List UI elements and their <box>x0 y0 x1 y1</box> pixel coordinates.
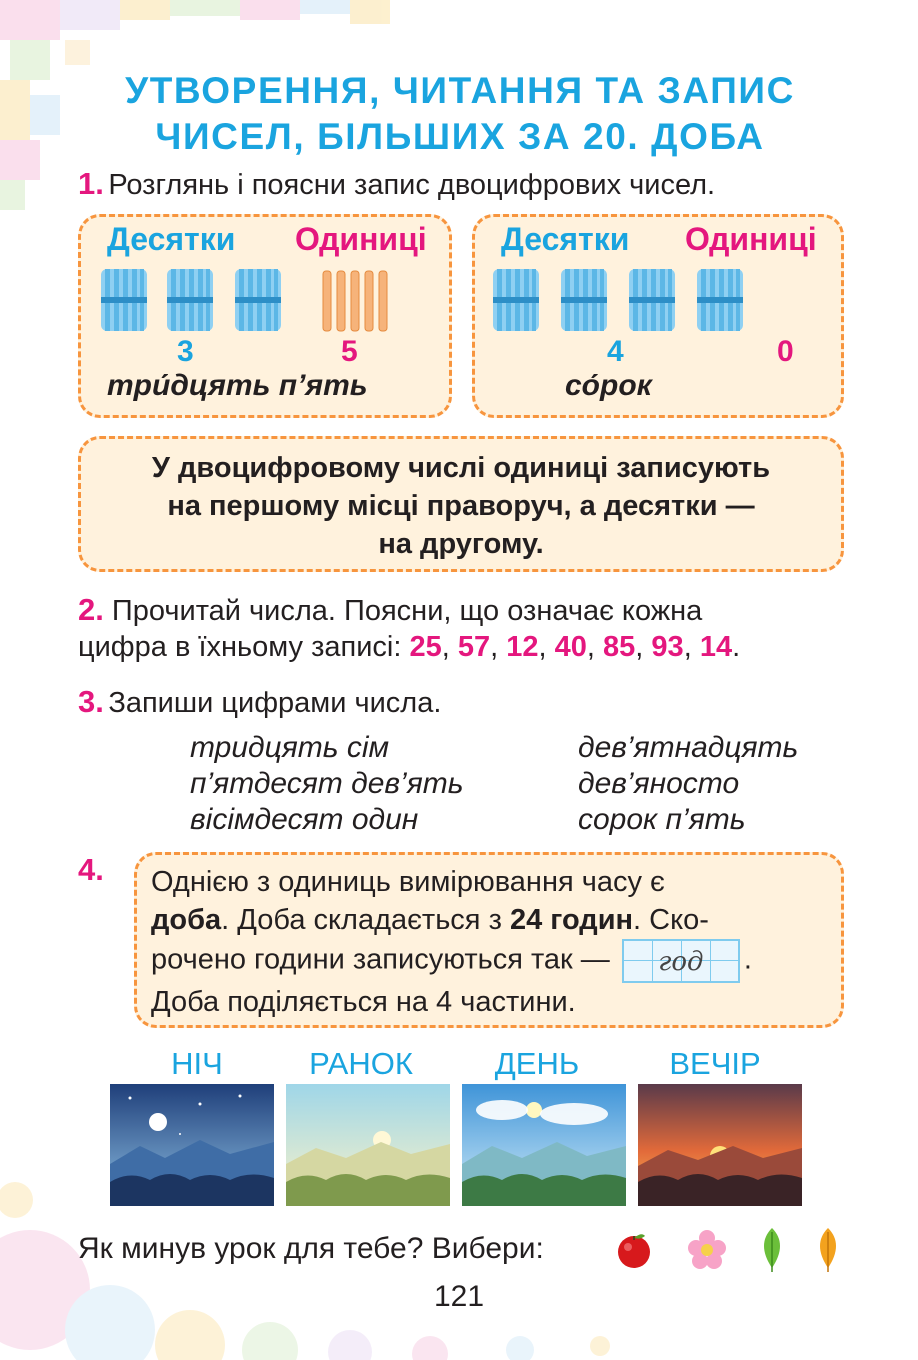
info-text: . Доба складається з <box>221 904 510 936</box>
flower-icon[interactable] <box>684 1228 730 1272</box>
label-evening: ВЕЧІР <box>669 1046 761 1081</box>
task-number: 3. <box>78 684 104 719</box>
rule-line-3: на другому. <box>378 528 544 560</box>
morning-scene-image <box>286 1084 450 1206</box>
ten-bundle-icon <box>167 269 213 331</box>
number-word: п’ятдесят дев’ять <box>190 767 464 800</box>
number-item: 14 <box>699 631 733 663</box>
number-item: 25 <box>409 631 442 663</box>
task-2: 2. Прочитай числа. Поясни, що означає кожна цифра в їхньому записі: 25, 57, 12, 40, 85, 93, 14. <box>78 592 741 663</box>
number-item: 85 <box>603 631 636 663</box>
label-night: НІЧ <box>171 1046 223 1081</box>
tens-label: Десятки <box>501 221 630 257</box>
task-text-line-1: Прочитай числа. Поясни, що означає кожна <box>111 595 703 627</box>
ten-bundle-icon <box>493 269 539 331</box>
number-word: тридцять сім <box>190 731 390 764</box>
task-text: Розглянь і поясни запис двоцифрових чисел. <box>108 169 716 201</box>
label-day: ДЕНЬ <box>494 1046 580 1081</box>
example-box-35 <box>78 214 452 418</box>
ones-digit: 0 <box>777 335 794 368</box>
bold-term: доба <box>151 904 222 936</box>
hours-abbreviation: год <box>658 947 704 977</box>
number-word: сорок п’ять <box>578 803 746 836</box>
info-text: рочено години записуються так — <box>151 943 610 976</box>
lesson-question: Як минув урок для тебе? Вибери: <box>78 1232 544 1265</box>
tens-digit: 3 <box>177 335 194 368</box>
number-item: 40 <box>554 631 587 663</box>
info-line-1: Однією з одиниць вимірювання часу є <box>151 866 665 898</box>
task-3-heading <box>78 684 441 721</box>
number-word: дев’ятнадцять <box>578 731 799 764</box>
info-text: . <box>743 943 752 976</box>
ten-bundle-icon <box>561 269 607 331</box>
hours-abbreviation-box <box>622 939 740 983</box>
rule-box <box>78 436 844 572</box>
number-word: три́дцять п’ять <box>107 369 368 402</box>
info-line-3 <box>151 939 827 983</box>
words-right-column <box>578 730 798 838</box>
night-scene-image <box>110 1084 274 1206</box>
rule-line-2: на першому місці праворуч, а десятки — <box>167 490 755 522</box>
task-number: 4. <box>78 852 104 887</box>
task-text-line-2: цифра в їхньому записі: <box>78 631 402 663</box>
green-leaf-icon[interactable] <box>756 1226 788 1274</box>
words-left-column <box>190 730 464 838</box>
ten-bundle-icon <box>235 269 281 331</box>
orange-leaf-icon[interactable] <box>812 1226 844 1274</box>
page-title <box>40 68 880 160</box>
bold-term: 24 годин <box>509 904 634 936</box>
number-item: 12 <box>506 631 539 663</box>
page-number: 121 <box>433 1280 485 1313</box>
rule-line-1: У двоцифровому числі одиниці записують <box>151 452 771 484</box>
task-1-heading <box>78 166 715 203</box>
task-number: 1. <box>78 166 104 201</box>
sticks-illustration <box>101 267 441 333</box>
info-box <box>134 852 844 1028</box>
number-item: 93 <box>651 631 684 663</box>
info-line-2 <box>151 901 827 939</box>
single-sticks-icon <box>323 271 387 331</box>
number-word: вісімдесят один <box>190 803 419 836</box>
number-item: 57 <box>457 631 491 663</box>
ones-label: Одиниці <box>295 221 427 257</box>
task-text: Запиши цифрами числа. <box>108 687 442 719</box>
title-line-1: УТВОРЕННЯ, ЧИТАННЯ ТА ЗАПИС <box>125 70 795 111</box>
ten-bundle-icon <box>101 269 147 331</box>
task-number: 2. <box>78 592 104 627</box>
info-text: . Ско- <box>633 904 709 936</box>
example-box-40 <box>472 214 844 418</box>
number-word: со́рок <box>565 369 652 402</box>
ten-bundle-icon <box>697 269 743 331</box>
sticks-illustration <box>493 267 833 333</box>
day-scene-image <box>462 1084 626 1206</box>
ones-label: Одиниці <box>685 221 817 257</box>
ones-digit: 5 <box>341 335 358 368</box>
label-morning: РАНОК <box>309 1046 413 1081</box>
evening-scene-image <box>638 1084 802 1206</box>
apple-icon[interactable] <box>612 1228 656 1272</box>
ten-bundle-icon <box>629 269 675 331</box>
info-line-4: Доба поділяється на 4 частини. <box>151 986 576 1018</box>
tens-digit: 4 <box>607 335 624 368</box>
title-line-2: ЧИСЕЛ, БІЛЬШИХ ЗА 20. ДОБА <box>155 116 765 157</box>
tens-label: Десятки <box>107 221 236 257</box>
number-word: дев’яносто <box>578 767 740 800</box>
